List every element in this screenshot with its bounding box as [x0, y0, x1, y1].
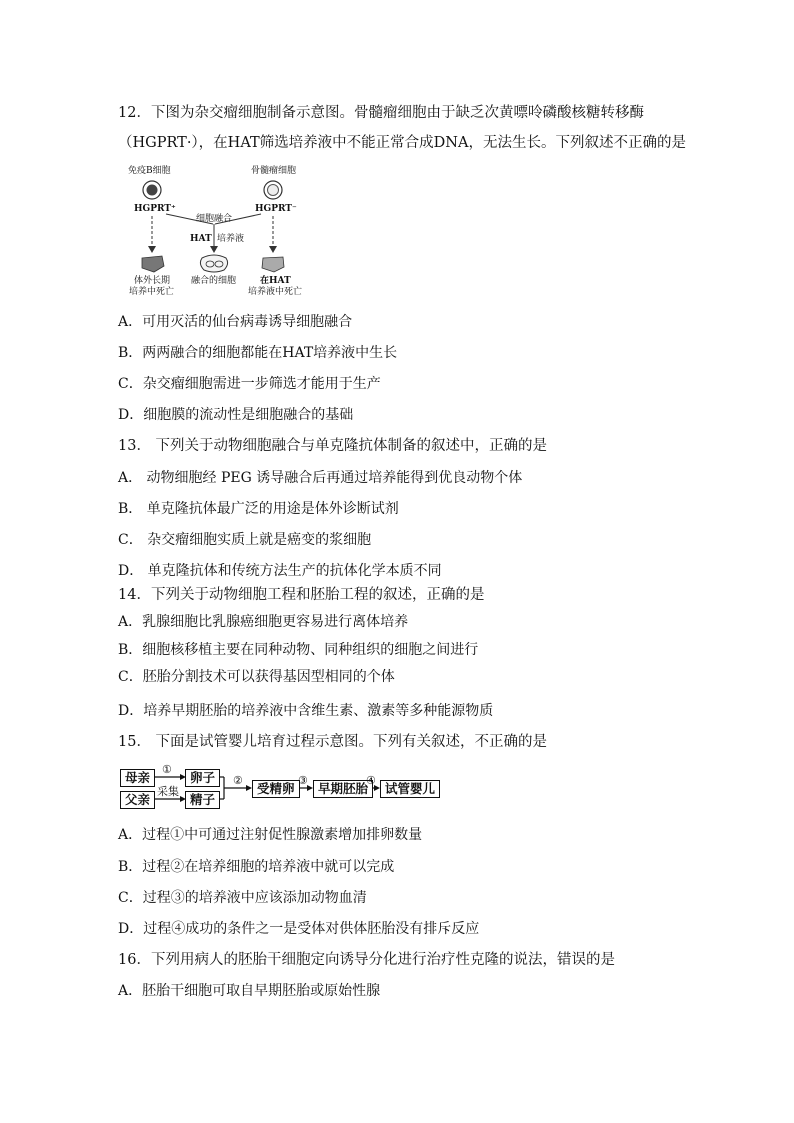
q13-option-a: A． 动物细胞经 PEG 诱导融合后再通过培养能得到优良动物个体 — [118, 470, 523, 486]
q16-stem: 16．下列用病人的胚胎干细胞定向诱导分化进行治疗性克隆的说法，错误的是 — [118, 952, 615, 968]
q15-stem: 15． 下面是试管婴儿培育过程示意图。下列有关叙述，不正确的是 — [118, 734, 548, 750]
egg-box: 卵子 — [185, 769, 220, 787]
step3-label: ③ — [298, 774, 308, 787]
step2-label: ② — [233, 774, 243, 787]
mother-box: 母亲 — [120, 769, 155, 787]
q15-option-a: A．过程①中可通过注射促性腺激素增加排卵数量 — [118, 827, 423, 843]
step1-label: ① — [162, 763, 172, 776]
q14-stem: 14．下列关于动物细胞工程和胚胎工程的叙述，正确的是 — [118, 587, 485, 603]
father-box: 父亲 — [120, 791, 155, 809]
q15-option-c: C．过程③的培养液中应该添加动物血清 — [118, 890, 367, 906]
collect-label: 采集 — [157, 785, 179, 798]
sperm-box: 精子 — [185, 791, 220, 809]
fertilized-egg-box: 受精卵 — [252, 780, 300, 798]
hgprt-minus-label: HGPRT⁻ — [255, 204, 297, 214]
q14-option-d: D．培养早期胚胎的培养液中含维生素、激素等多种能源物质 — [118, 703, 494, 719]
q15-option-b: B．过程②在培养细胞的培养液中就可以完成 — [118, 859, 395, 875]
early-embryo-box: 早期胚胎 — [313, 780, 373, 798]
q13-option-c: C． 杂交瘤细胞实质上就是癌变的浆细胞 — [118, 532, 372, 548]
q13-stem: 13． 下列关于动物细胞融合与单克隆抗体制备的叙述中，正确的是 — [118, 438, 548, 454]
middle-result-label: 融合的细胞 — [191, 276, 237, 286]
right-result-line2: 培养液中死亡 — [248, 287, 303, 297]
q15-option-d: D．过程④成功的条件之一是受体对供体胚胎没有排斥反应 — [118, 921, 480, 937]
q16-option-a: A．胚胎干细胞可取自早期胚胎或原始性腺 — [118, 983, 381, 999]
left-result-line2: 培养中死亡 — [129, 287, 175, 297]
hybridoma-diagram — [118, 162, 318, 302]
immune-b-cell-label: 免疫B细胞 — [128, 166, 171, 176]
test-tube-baby-box: 试管婴儿 — [380, 780, 440, 798]
q14-option-c: C．胚胎分割技术可以获得基因型相同的个体 — [118, 669, 395, 685]
q13-option-b: B． 单克隆抗体最广泛的用途是体外诊断试剂 — [118, 501, 399, 517]
step4-label: ④ — [366, 774, 376, 787]
left-result-line1: 体外长期 — [134, 276, 171, 286]
q13-option-d: D． 单克隆抗体和传统方法生产的抗体化学本质不同 — [118, 563, 442, 579]
medium-label: 培养液 — [217, 234, 245, 244]
hat-label: HAT — [190, 234, 212, 244]
myeloma-cell-label: 骨髓瘤细胞 — [251, 166, 297, 176]
right-result-line1: 在HAT — [260, 276, 291, 286]
q12-stem-line1: 12．下图为杂交瘤细胞制备示意图。骨髓瘤细胞由于缺乏次黄嘌呤磷酸核糖转移酶 — [118, 105, 644, 121]
q12-option-d: D．细胞膜的流动性是细胞融合的基础 — [118, 407, 354, 423]
q12-stem-line2: （HGPRT·），在HAT筛选培养液中不能正常合成DNA，无法生长。下列叙述不正确的是 — [118, 135, 686, 151]
fusion-label: 细胞融合 — [196, 214, 233, 224]
q14-option-b: B．细胞核移植主要在同种动物、同种组织的细胞之间进行 — [118, 642, 479, 658]
q12-option-c: C．杂交瘤细胞需进一步筛选才能用于生产 — [118, 376, 381, 392]
hgprt-plus-label: HGPRT⁺ — [134, 204, 176, 214]
q12-option-b: B．两两融合的细胞都能在HAT培养液中生长 — [118, 345, 398, 361]
q14-option-a: A．乳腺细胞比乳腺癌细胞更容易进行离体培养 — [118, 614, 409, 630]
q12-option-a: A．可用灭活的仙台病毒诱导细胞融合 — [118, 314, 353, 330]
ivf-flow-diagram — [118, 764, 438, 812]
